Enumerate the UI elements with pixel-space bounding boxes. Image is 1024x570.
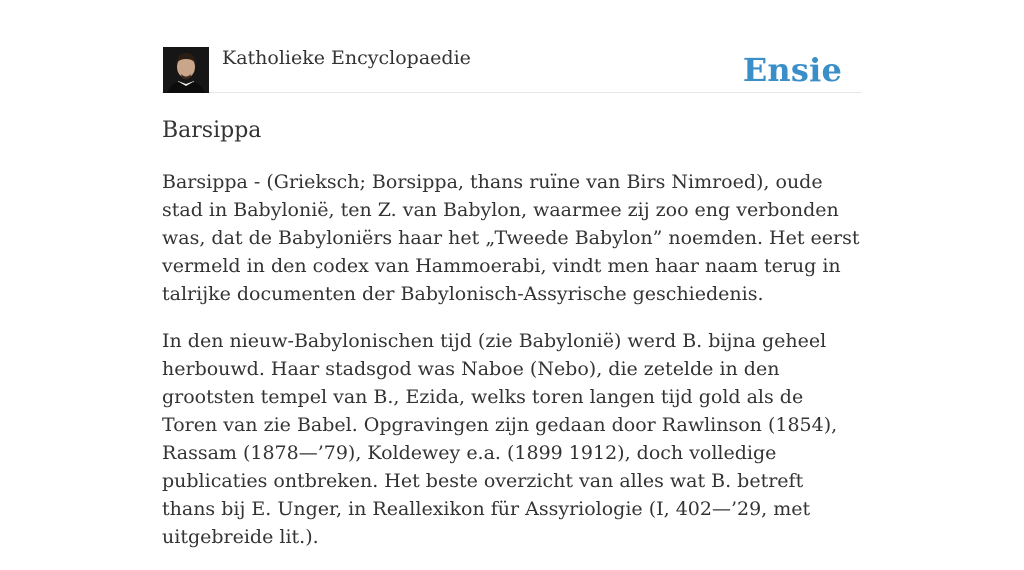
article-body	[162, 168, 862, 570]
site-header	[162, 40, 862, 93]
site-title[interactable]: Katholieke Encyclopaedie	[222, 47, 471, 69]
article-paragraph: Barsippa - (Grieksch; Borsippa, thans ruïne van Birs Nimroed), oude stad in Babylonië, ten Z. van Babylon, waarmee zij zoo eng verbonden was, dat de Babyloniërs haar het „Tweede Babylon” noemden. Het eerst vermeld in den codex van Hammoerabi, vindt men haar naam terug in talrijke documenten der Babylonisch-Assyrische geschiedenis.	[162, 171, 860, 305]
article-title: Barsippa	[162, 118, 262, 143]
portrait-avatar-icon[interactable]	[163, 47, 209, 93]
article-paragraph: In den nieuw-Babylonischen tijd (zie Babylonië) werd B. bijna geheel herbouwd. Haar stadsgod was Naboe (Nebo), die zetelde in den grootsten tempel van B., Ezida, welks toren langen tijd gold als de Toren van zie Babel. Opgravingen zijn gedaan door Rawlinson (1854), Rassam (1878—’79), Koldewey e.a. (1899 1912), doch volledige publicaties ontbreken. Het beste overzicht van alles wat B. betreft thans bij E. Unger, in Reallexikon für Assyriologie (I, 402—’29, met uitgebreide lit.).	[162, 330, 838, 548]
brand-logo[interactable]: Ensie	[742, 51, 842, 89]
